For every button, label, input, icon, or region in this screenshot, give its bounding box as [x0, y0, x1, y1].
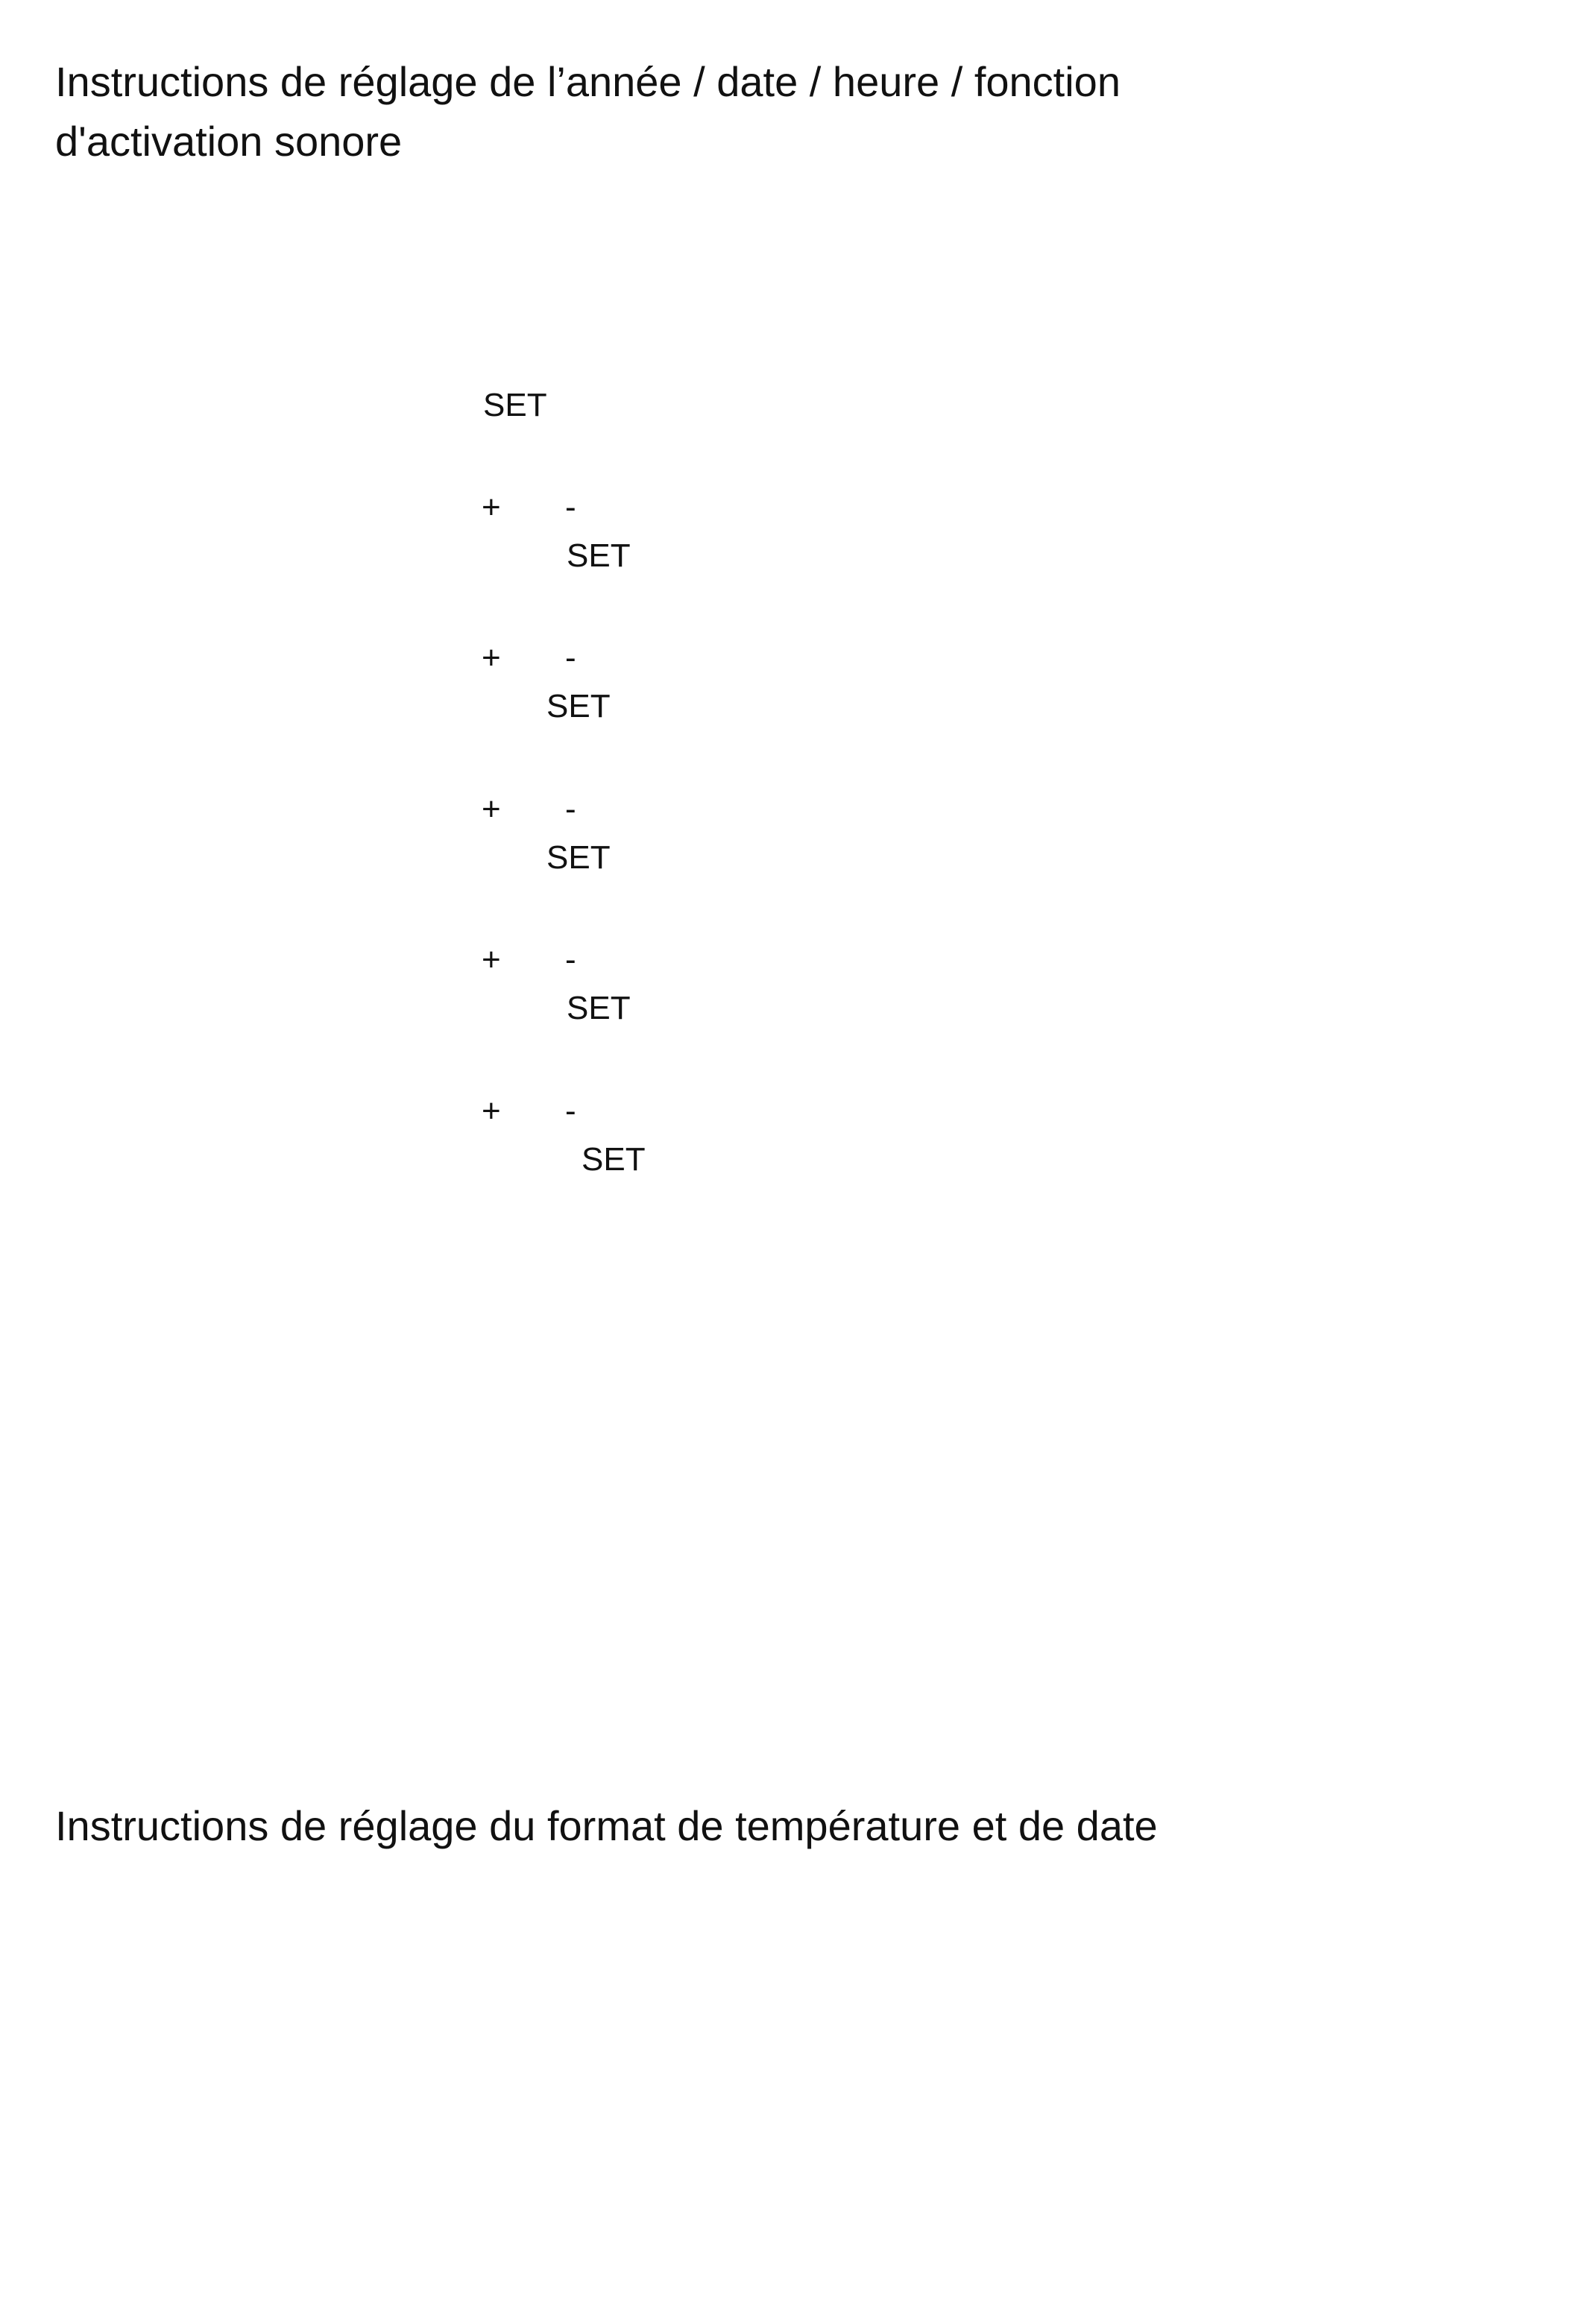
heading-line-2: d'activation sonore — [55, 118, 403, 165]
set-label-start: SET — [483, 387, 547, 423]
plus-label: + — [482, 640, 501, 676]
plus-label: + — [482, 489, 501, 525]
plus-label: + — [482, 941, 501, 978]
heading-line-1: Instructions de réglage de l’année / date / heure / fonction — [55, 58, 1121, 105]
minus-label: - — [565, 941, 576, 978]
set-label: SET — [567, 537, 631, 574]
plus-label: + — [482, 791, 501, 827]
plus-label: + — [482, 1093, 501, 1129]
minus-label: - — [565, 791, 576, 827]
minus-label: - — [565, 1093, 576, 1129]
heading-line-1: Instructions de réglage du format de température et de date — [55, 1802, 1158, 1849]
minus-label: - — [565, 640, 576, 676]
minus-label: - — [565, 489, 576, 525]
section-heading-year-date-time-sound — [55, 52, 1323, 171]
set-label: SET — [567, 990, 631, 1026]
set-label: SET — [582, 1141, 646, 1178]
set-label: SET — [546, 688, 611, 724]
section-heading-temperature-date-format — [55, 1796, 1472, 1856]
set-label: SET — [546, 839, 611, 876]
